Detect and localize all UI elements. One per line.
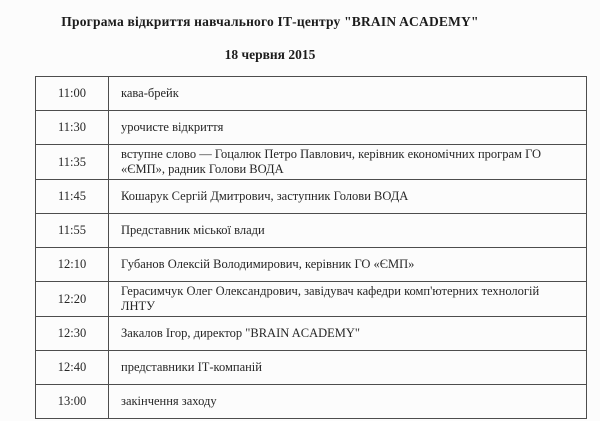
event-date: 18 червня 2015 (224, 47, 316, 62)
description-cell: закінчення заходу (109, 385, 587, 419)
description-cell: вступне слово — Гоцалюк Петро Павлович, керівник економічних програм ГО «ЄМП», радник Голови ВОДА (109, 145, 587, 180)
table-row (36, 248, 587, 282)
time-cell: 13:00 (36, 385, 109, 419)
time-cell: 12:30 (36, 317, 109, 351)
time-cell: 11:30 (36, 111, 109, 145)
description-cell: представники ІТ-компаній (109, 351, 587, 385)
table-row (36, 385, 587, 419)
time-cell: 11:00 (36, 77, 109, 111)
description-cell: кава-брейк (109, 77, 587, 111)
schedule-table (35, 76, 587, 419)
time-cell: 12:40 (36, 351, 109, 385)
table-row (36, 317, 587, 351)
table-row (36, 351, 587, 385)
table-row (36, 282, 587, 317)
table-row (36, 77, 587, 111)
description-cell: Кошарук Сергій Дмитрович, заступник Голови ВОДА (109, 180, 587, 214)
description-cell: урочисте відкриття (109, 111, 587, 145)
description-cell: Представник міської влади (109, 214, 587, 248)
description-cell: Герасимчук Олег Олександрович, завідувач кафедри комп'ютерних технологій ЛНТУ (109, 282, 587, 317)
time-cell: 11:45 (36, 180, 109, 214)
description-cell: Губанов Олексій Володимирович, керівник ГО «ЄМП» (109, 248, 587, 282)
time-cell: 12:20 (36, 282, 109, 317)
time-cell: 11:55 (36, 214, 109, 248)
document-header (0, 0, 540, 63)
time-cell: 11:35 (36, 145, 109, 180)
time-cell: 12:10 (36, 248, 109, 282)
table-row (36, 111, 587, 145)
table-row (36, 145, 587, 180)
table-row (36, 180, 587, 214)
table-row (36, 214, 587, 248)
page-title: Програма відкриття навчального ІТ-центру "BRAIN ACADEMY" (61, 14, 479, 29)
description-cell: Закалов Ігор, директор "BRAIN ACADEMY" (109, 317, 587, 351)
schedule-body (36, 77, 587, 419)
